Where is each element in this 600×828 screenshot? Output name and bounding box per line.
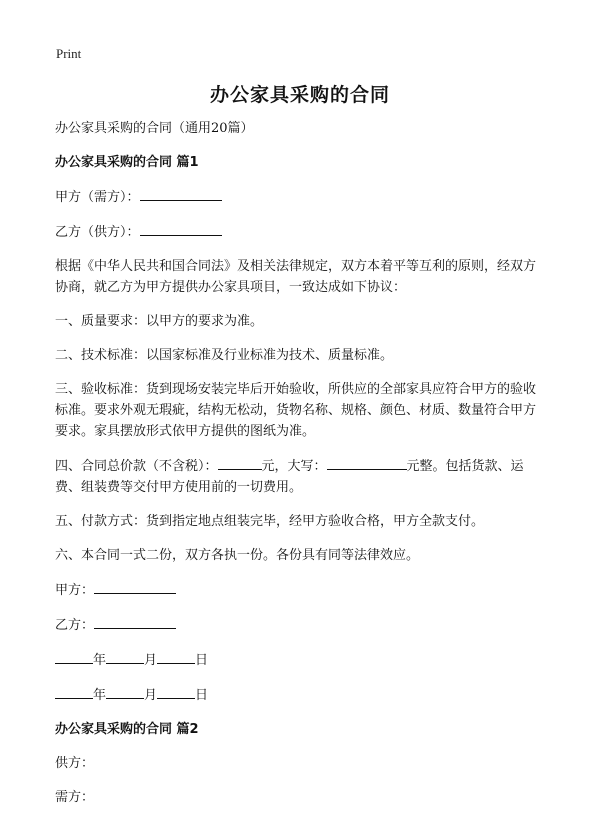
party-b-line — [55, 221, 547, 243]
clause-6: 六、本合同一式二份，双方各执一份。各份具有同等法律效应。 — [55, 548, 420, 563]
day-label: 日 — [195, 653, 209, 668]
date-line-2 — [55, 684, 547, 706]
month-label: 月 — [144, 653, 158, 668]
sign-b-line — [55, 614, 547, 636]
sign-a-label: 甲方： — [55, 583, 95, 598]
month-blank — [106, 649, 144, 664]
month-blank — [106, 684, 144, 699]
year-label: 年 — [93, 688, 107, 703]
clause-3: 三、验收标准：货到现场安装完毕后开始验收，所供应的全部家具应符合甲方的验收标准。要求外观无瑕疵，结构无松动，货物名称、规格、颜色、材质、数量符合甲方要求。家具摆放形式依甲方提供的图纸为准。 — [55, 382, 537, 439]
day-blank — [157, 684, 195, 699]
document-subtitle: 办公家具采购的合同（通用20篇） — [55, 121, 254, 136]
party-b-blank — [140, 221, 222, 236]
print-link[interactable]: Print — [56, 46, 82, 61]
sign-a-blank — [94, 579, 176, 594]
party-b-label: 乙方（供方）： — [55, 225, 140, 240]
price-blank — [218, 455, 262, 470]
month-label: 月 — [144, 688, 158, 703]
section-heading-1: 办公家具采购的合同 篇1 — [55, 155, 199, 170]
clause-4-part-1: 四、合同总价款（不含税）： — [55, 459, 218, 474]
price-words-blank — [327, 455, 407, 470]
clause-5: 五、付款方式：货到指定地点组装完毕，经甲方验收合格，甲方全款支付。 — [55, 514, 485, 529]
day-blank — [157, 649, 195, 664]
intro-paragraph: 根据《中华人民共和国合同法》及相关法律规定，双方本着平等互利的原则，经双方协商，就乙方为甲方提供办公家具项目，一致达成如下协议： — [55, 259, 537, 295]
clause-4-part-3: 元整。包括货款、运费、组装费等交付甲方使用前的一切费用。 — [55, 459, 524, 495]
page-title: 办公家具采购的合同 — [209, 84, 390, 106]
year-blank — [55, 684, 93, 699]
sign-a-line — [55, 579, 547, 601]
section-heading-2: 办公家具采购的合同 篇2 — [55, 722, 199, 737]
document-body — [55, 118, 547, 821]
party-a-blank — [140, 186, 222, 201]
year-label: 年 — [93, 653, 107, 668]
day-label: 日 — [195, 688, 209, 703]
party-a-line — [55, 186, 547, 208]
clause-1: 一、质量要求：以甲方的要求为准。 — [55, 314, 264, 329]
supplier-line: 供方： — [55, 756, 95, 771]
party-a-label: 甲方（需方）： — [55, 190, 140, 205]
clause-4-part-2: 元，大写： — [261, 459, 327, 474]
sign-b-blank — [94, 614, 176, 629]
year-blank — [55, 649, 93, 664]
buyer-line: 需方： — [55, 790, 95, 805]
clause-2: 二、技术标准：以国家标准及行业标准为技术、质量标准。 — [55, 348, 394, 363]
date-line-1 — [55, 649, 547, 671]
clause-4 — [55, 455, 547, 498]
sign-b-label: 乙方： — [55, 618, 95, 633]
